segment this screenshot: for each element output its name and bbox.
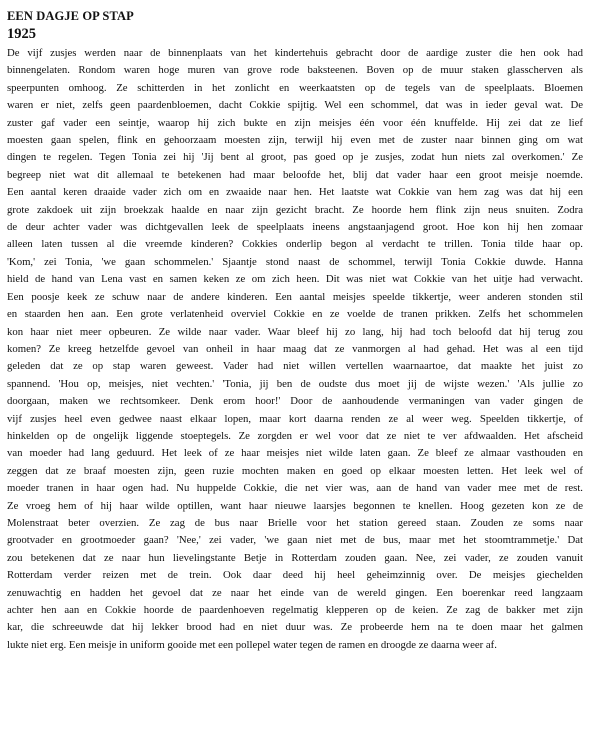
text-line: Molenstraat beter overzien. Ze zag de bus naar Brielle voor het station gereed staan. Zouden ze soms naar [7, 516, 583, 529]
text-line: moeder tranen in haar ogen had. Nu huppelde Cokkie, die net vier was, aan de hand van vader mee met de rest. [7, 482, 583, 495]
text-line: van moeder had lang geduurd. Het leek of ze haar meisjes niet wilde laten gaan. Ze bleef ze almaar vasthouden en [7, 447, 583, 460]
text-line: Ze vroeg hem of hij haar wilde optillen, want haar nieuwe laarsjes begonnen te knellen. Hoog gezeten kon ze de [7, 499, 583, 512]
text-line: hield de hand van Lena vast en samen keken ze om zich heen. Dit was niet wat Cokkie van het uitje had verwacht. [7, 273, 583, 286]
text-line: zenuwachtig en hadden het gevoel dat ze naar het einde van de wereld gingen. Een boerenkar reed langzaam [7, 586, 583, 599]
text-line: zuster gaf vader een seintje, waarop hij zich bukte en zijn meisjes één voor één knuffelde. Hij zei dat ze lief [7, 116, 583, 129]
chapter-year: 1925 [7, 26, 36, 42]
chapter-heading: EEN DAGJE OP STAP [7, 9, 134, 23]
text-line: binnengelaten. Rondom waren hoge muren van grove rode baksteenen. Boven op de muur staken glasscherven als [7, 64, 583, 77]
text-line: waren er niet, zelfs geen paardenbloemen, dacht Cokkie spijtig. Wel een schommel, dat was in ieder geval wat. De [7, 99, 583, 112]
text-line: dingen te regelen. Tegen Tonia zei hij 'Jij bent al groot, pas goed op je zusjes, zodat hun niets zal overkomen.' Ze [7, 151, 583, 164]
text-line: alleen laten tussen al die vreemde kinderen? Cokkies onderlip begon al verdacht te trillen. Tonia tilde haar op. [7, 238, 583, 251]
text-line: begreep niet wat dit allemaal te betekenen had maar beloofde het, blij dat vader haar een groot meisje noemde. [7, 168, 583, 181]
text-line: spannend. 'Hou op, meisjes, niet vechten.' 'Tonia, jij ben de oudste dus moet jij de wijste wezen.' 'Als jullie zo [7, 377, 583, 390]
text-line: lukte niet erg. Een meisje in uniform gooide met een pollepel water tegen de ramen en droogde ze daarna weer af. [7, 638, 497, 651]
text-line: hinkelden op de ongelijk liggende stoeptegels. Ze zorgden er wel voor dat ze niet te ver afdwaalden. Het afscheid [7, 429, 583, 442]
text-line: moesten gaan spelen, flink en gehoorzaam moesten zijn, terwijl hij even met de zuster naar binnen ging om wat [7, 134, 583, 147]
text-line: zou betekenen dat ze naar hun lievelingstante Betje in Rotterdam zouden gaan. Nee, zei vader, ze zouden vanuit [7, 551, 583, 564]
body-text [7, 45, 583, 654]
text-line: grootvader en grootmoeder gaan? 'Nee,' zei vader, 'we gaan niet met de bus, maar met het stoomtrammetje.' Dat [7, 534, 583, 547]
text-line: De vijf zusjes werden naar de binnenplaats van het kindertehuis gebracht door de aardige zuster die hen ook had [7, 47, 583, 59]
text-line: kar, die schreeuwde dat hij lekker brood had en niet duur was. Ze probeerde hem na te doen maar het galmen [7, 621, 583, 634]
text-line: Rotterdam verder reizen met de trein. Ook daar deed hij heel geheimzinnig over. De meisjes giechelden [7, 569, 583, 582]
text-line: geleden dat ze op stap waren geweest. Vader had niet willen vertellen waarnaartoe, dat maakte het juist zo [7, 360, 583, 373]
text-line: komen? Ze kreeg hetzelfde gevoel van onheil in haar maag dat ze vanmorgen al had gehad. Het was al een tijd [7, 342, 583, 355]
text-line: grote zakdoek uit zijn broekzak haalde en naar zijn gezicht bracht. Ze hoorde hem flink zijn neus snuiten. Zodra [7, 203, 583, 216]
text-line: achter hen aan en Cokkie hoorde de paardenhoeven regelmatig klepperen op de keien. Ze zag de bakker met zijn [7, 604, 583, 616]
text-line: en staarden hen aan. Een grote verlatenheid overviel Cokkie en ze voelde de tranen prikken. Zelfs het schommelen [7, 308, 583, 321]
text-line: de deur achter vader was dichtgevallen leek de speelplaats ineens angstaanjagend groot. Hoe kon hij hen zomaar [7, 221, 583, 234]
text-line: doorgaan, maken we rechtsomkeer. Denk erom hoor!' Door de aanhoudende vermaningen van vader gingen de [7, 395, 583, 408]
text-line: speerpunten omhoog. Ze schitterden in het zonlicht en weerkaatsten op de tegels van de speelplaats. Bloemen [7, 81, 583, 94]
text-line: zeggen dat ze braaf moesten zijn, geen ruzie mochten maken en goed op elkaar moesten letten. Het leek wel of [7, 464, 583, 477]
text-line: 'Kom,' zei Tonia, 'we gaan schommelen.' Sjaantje stond naast de schommel, terwijl Tonia Cokkie duwde. Hanna [7, 255, 583, 268]
text-line: vijf zusjes heel even gedwee naast elkaar lopen, maar kort daarna renden ze al weer weg. Speelden tikkertje, of [7, 412, 583, 425]
text-line: Een aantal keren draaide vader zich om en zwaaide naar hen. Het laatste wat Cokkie van hem zag was dat hij een [7, 186, 583, 199]
text-line: Een poosje keek ze schuw naar de andere kinderen. Een aantal meisjes speelde tikkertje, weer anderen stonden stil [7, 290, 583, 303]
text-line: kon haar niet meer opbeuren. Ze wilde naar vader. Waar bleef hij zo lang, hij had toch beloofd dat hij terug zou [7, 325, 583, 338]
